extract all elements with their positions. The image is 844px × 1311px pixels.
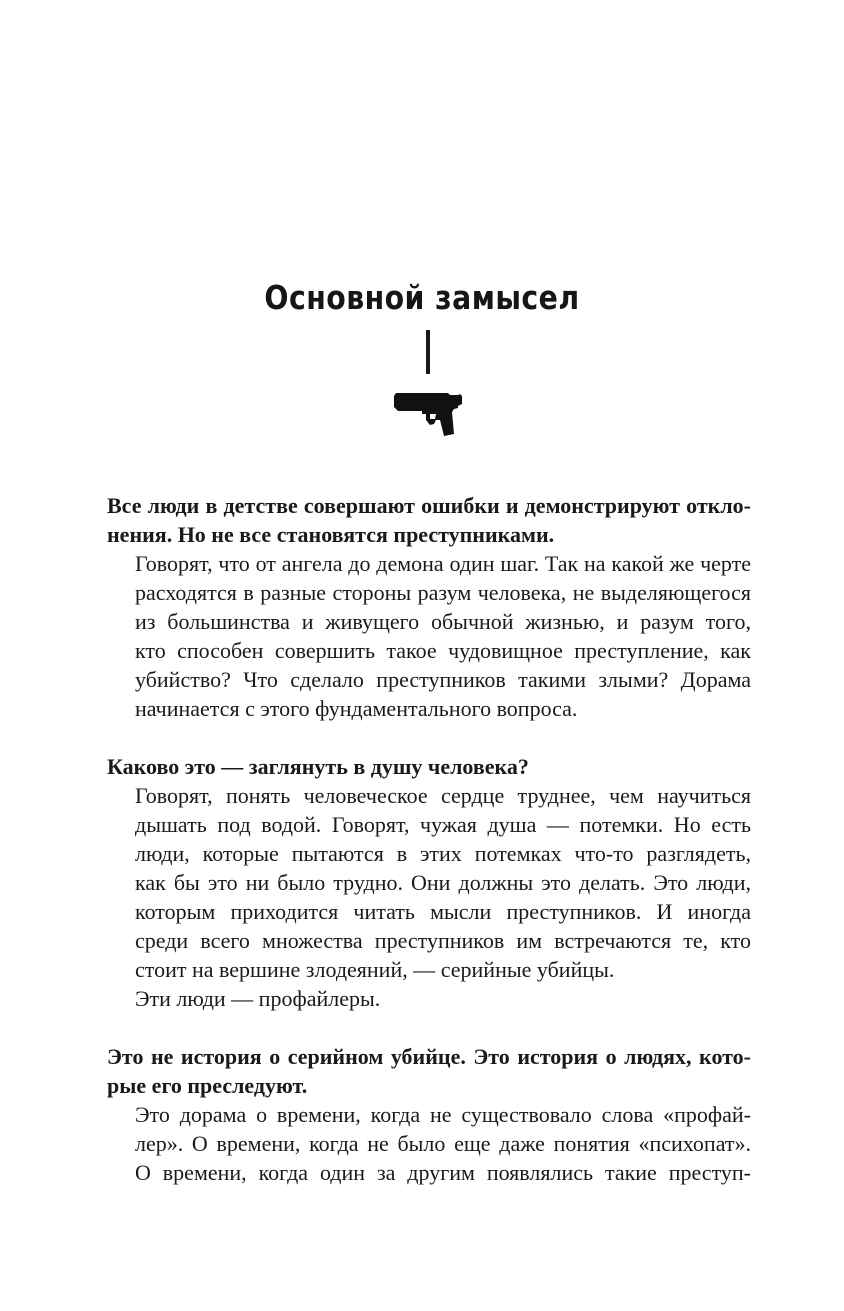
paragraph: [107, 781, 751, 984]
paragraph: [107, 1100, 751, 1187]
section-lead: [107, 752, 751, 781]
chapter-body: [107, 491, 751, 1216]
text-line: О времени, когда один за другим появлялись такие преступ-: [135, 1160, 751, 1185]
text-line: среди всего множества преступников им встречаются те, кто: [135, 928, 751, 953]
section-2: [107, 752, 751, 1013]
text-line: Каково это — заглянуть в душу человека?: [107, 754, 529, 779]
text-line: Говорят, понять человеческое сердце труднее, чем научиться: [135, 783, 751, 808]
chapter-title: Основной замысел: [264, 278, 580, 317]
section-3: [107, 1042, 751, 1187]
text-line: Это не история о серийном убийце. Это история о людях, кото-: [107, 1044, 751, 1069]
paragraph: [107, 984, 751, 1013]
text-line: из большинства и живущего обычной жизнью, и разум того,: [135, 609, 751, 634]
text-line: Говорят, что от ангела до демона один шаг. Так на какой же черте: [135, 551, 751, 576]
text-line: Все люди в детстве совершают ошибки и демонстрируют откло-: [107, 493, 751, 518]
text-line: нения. Но не все становятся преступниками.: [107, 522, 555, 547]
section-lead: [107, 1042, 751, 1100]
text-line: Эти люди — профайлеры.: [135, 986, 381, 1011]
text-line: дышать под водой. Говорят, чужая душа — потемки. Но есть: [135, 812, 751, 837]
text-line: убийство? Что сделало преступников такими злыми? Дорама: [135, 667, 751, 692]
text-line: кто способен совершить такое чудовищное преступление, как: [135, 638, 751, 663]
text-line: Это дорама о времени, когда не существовало слова «профай-: [135, 1102, 751, 1127]
text-line: которым приходится читать мысли преступников. И иногда: [135, 899, 751, 924]
pistol-icon: [392, 390, 466, 438]
text-line: рые его преследуют.: [107, 1073, 308, 1098]
section-1: [107, 491, 751, 723]
text-line: лер». О времени, когда не было еще даже понятия «психопат».: [135, 1131, 751, 1156]
text-line: как бы это ни было трудно. Они должны это делать. Это люди,: [135, 870, 751, 895]
paragraph: [107, 549, 751, 723]
text-line: люди, которые пытаются в этих потемках что-то разглядеть,: [135, 841, 751, 866]
text-line: расходятся в разные стороны разум человека, не выделяющегося: [135, 580, 751, 605]
title-vertical-rule: [426, 330, 430, 374]
text-line: стоит на вершине злодеяний, — серийные убийцы.: [135, 957, 615, 982]
section-lead: [107, 491, 751, 549]
text-line: начинается с этого фундаментального вопроса.: [135, 696, 578, 721]
